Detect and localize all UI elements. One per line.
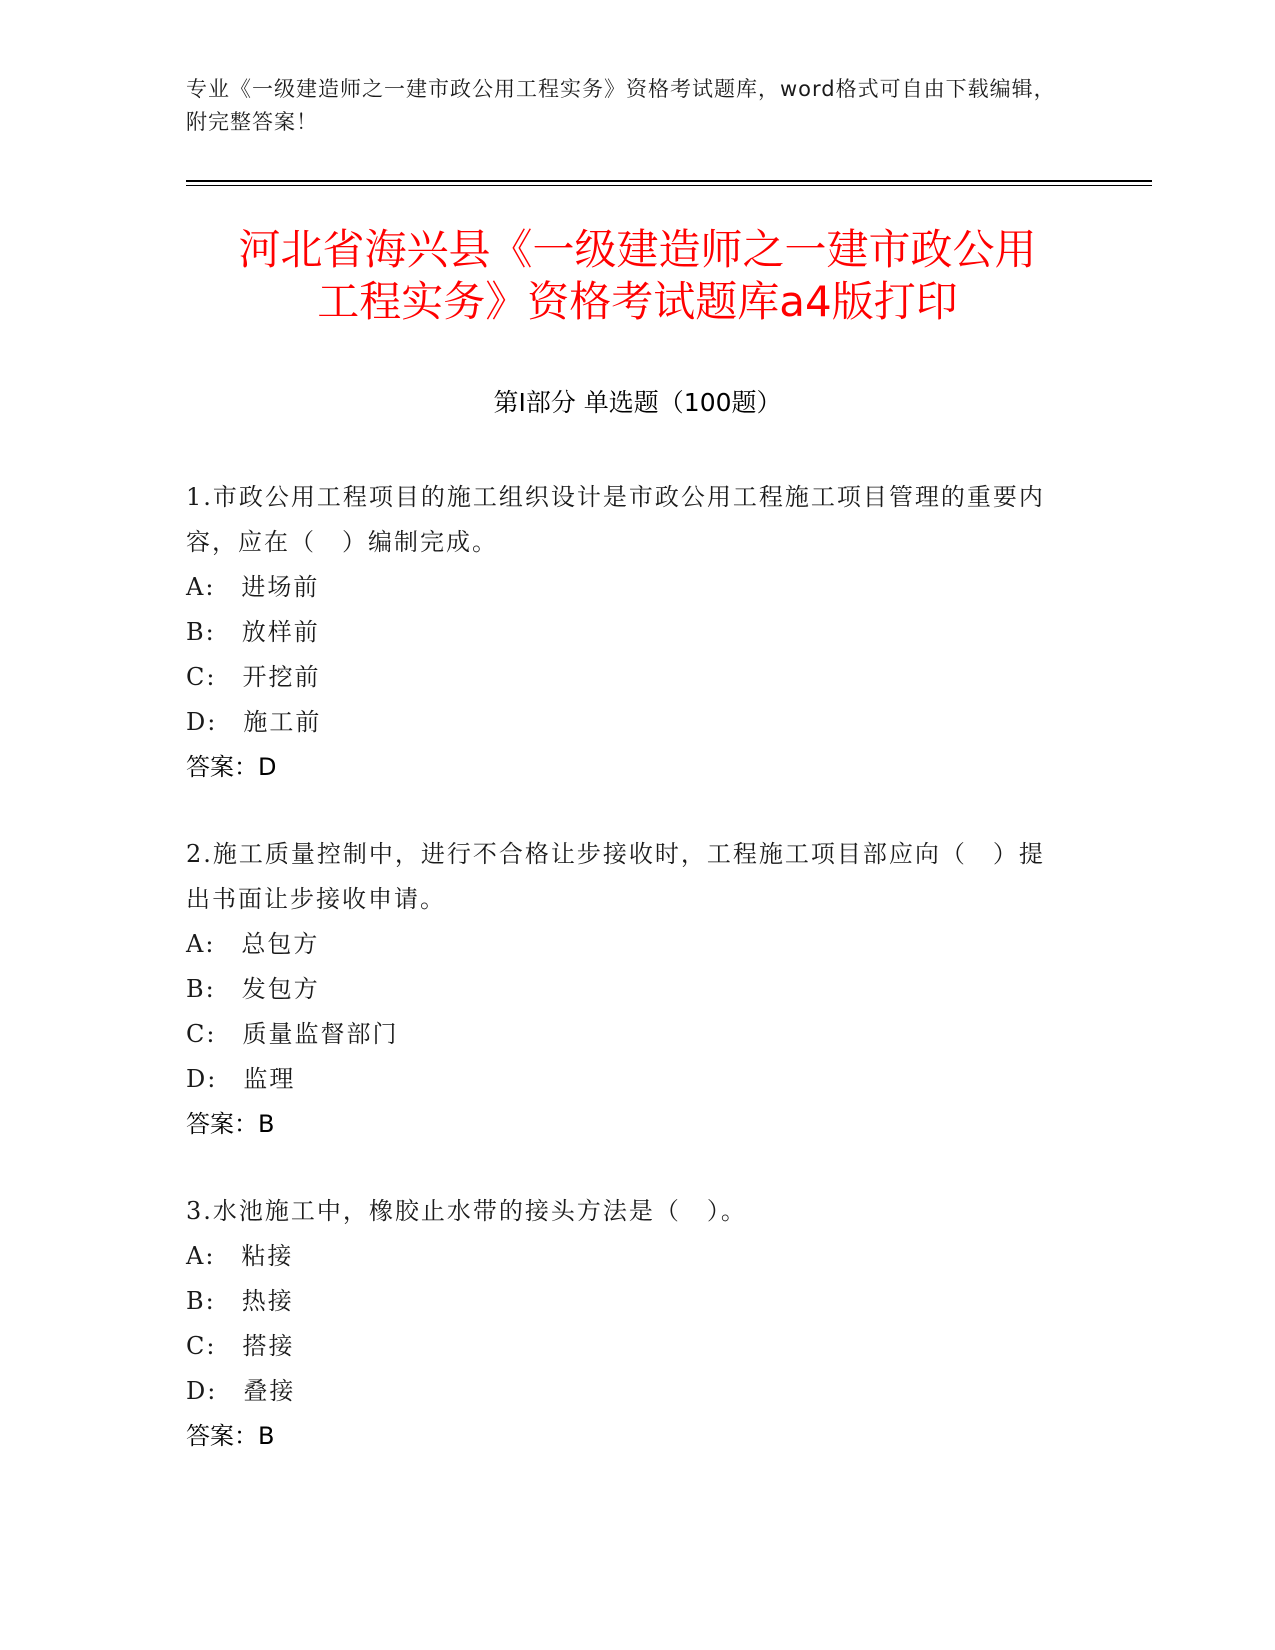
question-3-option-b: B: 热接 <box>186 1287 294 1315</box>
document-title-line-2: 工程实务》资格考试题库a4版打印 <box>317 277 958 326</box>
question-3-option-d: D: 叠接 <box>186 1377 296 1405</box>
question-1-option-a: A: 进场前 <box>186 573 320 601</box>
question-3-option-c: C: 搭接 <box>186 1332 295 1360</box>
section-title: 第I部分 单选题（100题） <box>493 388 782 417</box>
question-2-answer: 答案：B <box>186 1110 275 1138</box>
question-list <box>186 475 1066 1501</box>
question-3-option-a: A: 粘接 <box>186 1242 294 1270</box>
question-2 <box>186 832 1066 1147</box>
question-1-answer: 答案：D <box>186 753 277 781</box>
question-2-option-c: C: 质量监督部门 <box>186 1020 399 1048</box>
header-rule-thick <box>186 180 1152 182</box>
header-note: 专业《一级建造师之一建市政公用工程实务》资格考试题库，word格式可自由下载编辑，附完整答案！ <box>186 77 1056 134</box>
question-1-option-c: C: 开挖前 <box>186 663 321 691</box>
question-3-stem: 3.水池施工中，橡胶止水带的接头方法是（ ）。 <box>186 1197 747 1225</box>
question-2-option-b: B: 发包方 <box>186 975 320 1003</box>
question-1-stem: 1.市政公用工程项目的施工组织设计是市政公用工程施工项目管理的重要内容，应在（ ）编制完成。 <box>186 483 1045 556</box>
question-2-option-a: A: 总包方 <box>186 930 320 958</box>
question-1-option-d: D: 施工前 <box>186 708 322 736</box>
question-1-option-b: B: 放样前 <box>186 618 320 646</box>
question-2-option-d: D: 监理 <box>186 1065 296 1093</box>
document-title-line-1: 河北省海兴县《一级建造师之一建市政公用 <box>238 225 1037 274</box>
header-rule-thin <box>186 185 1152 186</box>
question-1 <box>186 475 1066 790</box>
question-3-answer: 答案：B <box>186 1422 275 1450</box>
question-2-stem: 2.施工质量控制中，进行不合格让步接收时，工程施工项目部应向（ ）提出书面让步接收申请。 <box>186 840 1045 913</box>
document-title <box>140 224 1135 328</box>
question-3 <box>186 1189 1066 1459</box>
